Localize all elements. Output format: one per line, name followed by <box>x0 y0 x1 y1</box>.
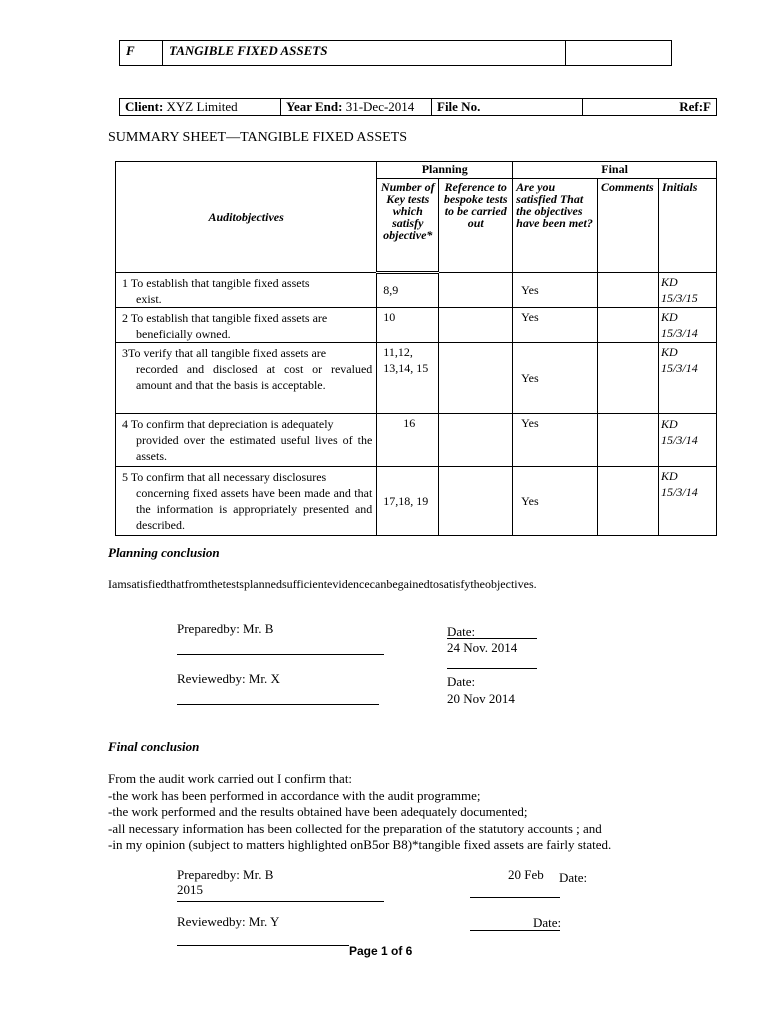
initials-name: KD <box>661 310 678 324</box>
objective-cell <box>116 414 377 467</box>
comments-cell <box>598 343 659 414</box>
satisfied-cell: Yes <box>513 308 598 343</box>
initials-cell <box>659 308 717 343</box>
final-reviewed-by: Reviewedby: Mr. Y <box>177 914 280 929</box>
ref-cell <box>583 99 717 116</box>
reference-cell <box>439 273 513 308</box>
key-tests-cell: 17,18, 19 <box>377 467 439 536</box>
initials-date: 15/3/14 <box>661 485 698 499</box>
summary-title: SUMMARY SHEET—TANGIBLE FIXED ASSETS <box>108 130 407 145</box>
final-prepared-signature-line <box>177 901 384 902</box>
year-end-label: Year End: <box>286 99 343 114</box>
planning-reviewed-by: Reviewedby: Mr. X <box>177 671 280 686</box>
final-conclusion-heading: Final conclusion <box>108 739 200 754</box>
col-header-comments: Comments <box>598 179 659 273</box>
table-row <box>116 343 717 414</box>
satisfied-cell: Yes <box>513 343 598 414</box>
planning-prepared-date-underline <box>447 668 537 669</box>
reference-cell <box>439 467 513 536</box>
key-tests-cell: 16 <box>377 414 439 467</box>
final-prepared-date-line <box>470 897 560 898</box>
comments-cell <box>598 467 659 536</box>
group-header-final: Final <box>513 162 717 179</box>
final-conclusion-bullet: -in my opinion (subject to matters highlighted onB5or B8)*tangible fixed assets are fairly stated. <box>108 837 612 852</box>
audit-objectives-table <box>115 161 717 536</box>
objective-cell <box>116 273 377 308</box>
objective-cell <box>116 308 377 343</box>
planning-conclusion-heading: Planning conclusion <box>108 545 220 560</box>
final-prepared-by: Preparedby: Mr. B <box>177 867 274 882</box>
satisfied-cell: Yes <box>513 414 598 467</box>
objective-cell <box>116 343 377 414</box>
planning-prepared-signature-line <box>177 654 384 655</box>
reference-cell <box>439 343 513 414</box>
client-label: Client: <box>125 99 164 114</box>
table-row <box>116 308 717 343</box>
table-row <box>116 467 717 536</box>
planning-prepared-date-line <box>447 638 537 639</box>
col-header-objectives: Auditobjectives <box>116 162 377 273</box>
final-conclusion-bullet: -the work performed and the results obtained have been adequately documented; <box>108 804 528 819</box>
client-value: XYZ Limited <box>166 99 238 114</box>
planning-reviewed-date: 20 Nov 2014 <box>447 691 515 706</box>
final-prepared-date-label: Date: <box>559 870 588 885</box>
planning-reviewed-date-label: Date: <box>447 674 476 689</box>
col-header-key-tests: Number of Key tests which satisfy objective* <box>377 179 439 273</box>
satisfied-cell: Yes <box>513 467 598 536</box>
ref-label: Ref:F <box>679 99 711 114</box>
objective-line-1: 1 To establish that tangible fixed assets <box>122 276 310 290</box>
initials-cell <box>659 343 717 414</box>
objective-cell <box>116 467 377 536</box>
section-ref-letter: F <box>120 41 163 66</box>
initials-date: 15/3/14 <box>661 433 698 447</box>
initials-date: 15/3/15 <box>661 291 698 305</box>
planning-prepared-date-label: Date: <box>447 624 476 639</box>
final-reviewed-date-label: Date: <box>533 915 562 930</box>
initials-cell <box>659 414 717 467</box>
file-no-label: File No. <box>437 99 481 114</box>
key-tests-cell: 8,9 <box>377 273 439 308</box>
final-conclusion-bullet: -all necessary information has been collected for the preparation of the statutory accounts ; and <box>108 820 602 836</box>
final-conclusion-intro: From the audit work carried out I confirm that: <box>108 771 353 786</box>
objective-line-1: 5 To confirm that all necessary disclosures <box>122 470 327 484</box>
section-header-table <box>119 40 672 66</box>
table-row <box>116 273 717 308</box>
final-prepared-date-year: 2015 <box>177 882 203 897</box>
objective-line-2: recorded and disclosed at cost or revalued amount and that the basis is acceptable. <box>136 362 373 392</box>
comments-cell <box>598 308 659 343</box>
initials-date: 15/3/14 <box>661 326 698 340</box>
section-blank-cell <box>566 41 672 66</box>
objective-line-2: concerning fixed assets have been made and that the information is appropriately presented and described. <box>136 486 373 532</box>
col-header-reference: Reference to bespoke tests to be carried out <box>439 179 513 273</box>
col-header-initials: Initials <box>659 179 717 273</box>
objective-line-1: 2 To establish that tangible fixed assets are <box>122 311 328 325</box>
reference-cell <box>439 414 513 467</box>
year-end-value: 31-Dec-2014 <box>345 99 415 114</box>
objective-line-2: exist. <box>136 292 162 306</box>
initials-cell <box>659 273 717 308</box>
objective-line-1: 4 To confirm that depreciation is adequately <box>122 417 334 431</box>
initials-date: 15/3/14 <box>661 361 698 375</box>
initials-name: KD <box>661 345 678 359</box>
reference-cell <box>439 308 513 343</box>
final-prepared-date: 20 Feb <box>508 867 544 882</box>
final-conclusion-body <box>108 771 611 854</box>
objective-line-2: beneficially owned. <box>136 327 231 341</box>
client-cell <box>120 99 281 116</box>
initials-name: KD <box>661 469 678 483</box>
planning-prepared-by: Preparedby: Mr. B <box>177 621 274 636</box>
satisfied-cell: Yes <box>513 273 598 308</box>
col-header-satisfied: Are you satisfied That the objectives have been met? <box>513 179 598 273</box>
client-info-table <box>119 98 717 116</box>
planning-reviewed-signature-line <box>177 704 379 705</box>
comments-cell <box>598 414 659 467</box>
initials-name: KD <box>661 275 678 289</box>
objective-line-2: provided over the estimated useful lives of the assets. <box>136 433 373 463</box>
key-tests-cell: 11,12, 13,14, 15 <box>377 343 439 414</box>
planning-prepared-date: 24 Nov. 2014 <box>447 640 518 655</box>
planning-conclusion-text: Iamsatisfiedthatfromthetestsplannedsufficientevidencecanbegainedtosatisfytheobjectives. <box>108 577 537 591</box>
file-no-cell <box>432 99 583 116</box>
final-conclusion-bullet: -the work has been performed in accordance with the audit programme; <box>108 787 481 803</box>
key-tests-cell: 10 <box>377 308 439 343</box>
comments-cell <box>598 273 659 308</box>
page-number: Page 1 of 6 <box>349 944 413 958</box>
section-title: TANGIBLE FIXED ASSETS <box>163 41 566 66</box>
objective-line-1: 3To verify that all tangible fixed assets are <box>122 346 327 360</box>
initials-cell <box>659 467 717 536</box>
final-reviewed-signature-line <box>177 945 349 946</box>
initials-name: KD <box>661 417 678 431</box>
table-row <box>116 414 717 467</box>
group-header-planning: Planning <box>377 162 513 179</box>
year-end-cell <box>281 99 432 116</box>
